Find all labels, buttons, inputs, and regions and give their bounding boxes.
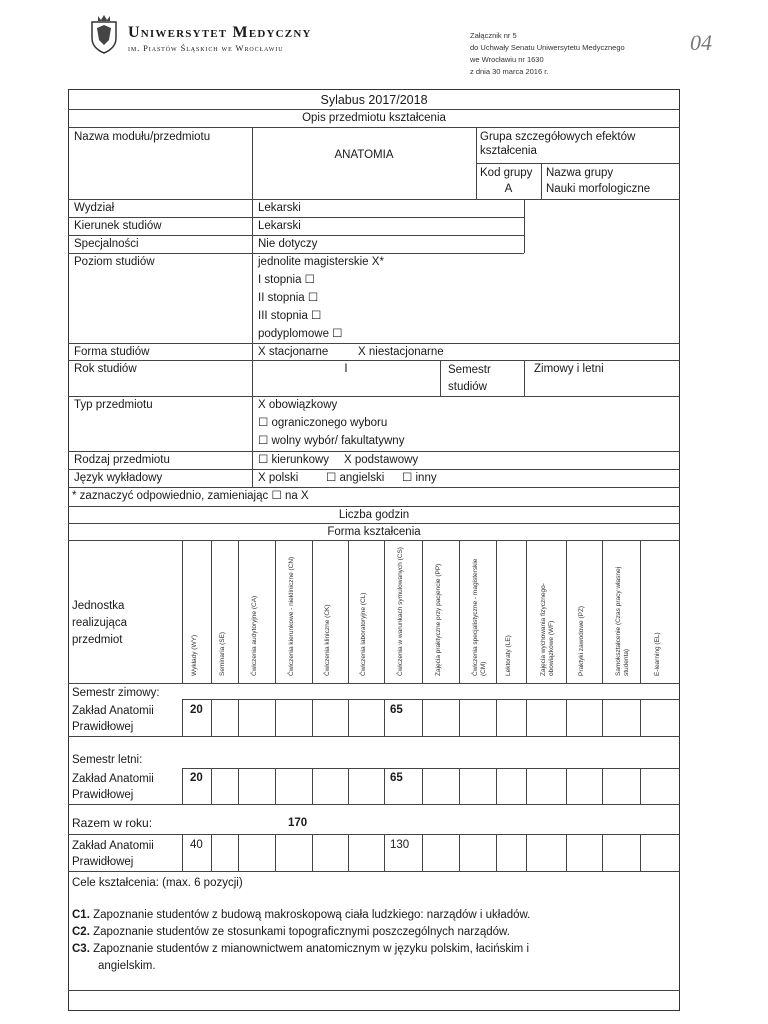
rule xyxy=(275,768,276,804)
rule xyxy=(68,523,680,524)
hours-column-header: Ćwiczenia laboratoryjne (CL) xyxy=(360,592,367,676)
rule xyxy=(238,699,239,736)
level-option: III stopnia ☐ xyxy=(258,310,322,322)
rule xyxy=(211,540,212,683)
attachment-note xyxy=(470,30,625,78)
rule xyxy=(348,699,349,736)
university-subtitle: im. Piastów Śląskich we Wrocławiu xyxy=(128,43,284,53)
rule xyxy=(496,768,497,804)
study-form-full-time: X stacjonarne xyxy=(258,346,329,358)
group-label: Grupa szczegółowych efektów kształcenia xyxy=(480,131,636,157)
rule xyxy=(459,834,460,871)
objectives-header xyxy=(72,876,632,891)
syllabus-subtitle: Opis przedmiotu kształcenia xyxy=(302,112,446,124)
rule xyxy=(459,699,460,736)
rule xyxy=(566,540,567,683)
module-value: ANATOMIA xyxy=(334,149,394,161)
rule xyxy=(384,540,385,683)
winter-lectures-hours: 20 xyxy=(190,704,203,716)
rule xyxy=(68,451,680,452)
hours-column-header: Praktyki zawodowe (PZ) xyxy=(578,605,585,676)
rule xyxy=(68,109,680,110)
attachment-line: we Wrocławiu nr 1630 xyxy=(470,55,544,64)
rule xyxy=(182,834,183,871)
rule xyxy=(602,834,603,871)
rule xyxy=(68,540,680,541)
rule xyxy=(526,540,527,683)
summer-unit: Zakład Anatomii Prawidłowej xyxy=(72,773,154,801)
rule xyxy=(275,540,276,683)
rule xyxy=(182,699,680,700)
rule xyxy=(211,699,212,736)
rule xyxy=(422,699,423,736)
total-label: Razem w roku: xyxy=(72,816,153,830)
level-option: I stopnia ☐ xyxy=(258,274,315,286)
winter-unit: Zakład Anatomii Prawidłowej xyxy=(72,705,154,733)
objective-item xyxy=(72,908,632,923)
hours-column-header: Lektoraty (LE) xyxy=(505,635,512,676)
group-name-label: Nazwa grupy xyxy=(546,167,614,179)
subject-kind-option: ☐ kierunkowy xyxy=(258,454,330,466)
level-option: II stopnia ☐ xyxy=(258,292,319,304)
rule xyxy=(348,540,349,683)
rule xyxy=(68,871,680,872)
rule xyxy=(459,540,460,683)
rule xyxy=(68,683,680,684)
rule xyxy=(68,343,680,344)
rule xyxy=(602,699,603,736)
rule xyxy=(275,699,276,736)
unit-header-label: Jednostka realizująca przedmiot xyxy=(72,600,127,646)
rule xyxy=(68,834,680,835)
level-option: podyplomowe ☐ xyxy=(258,328,343,340)
rule xyxy=(566,834,567,871)
rule xyxy=(640,834,641,871)
rule xyxy=(640,699,641,736)
rule xyxy=(640,768,641,804)
summer-semester-label: Semestr letni: xyxy=(72,754,143,766)
hours-column-header: Samokształcenie (Czas pracy własnej studenta) xyxy=(615,566,630,676)
objective-text: Zapoznanie studentów z mianownictwem anatomicznym w języku polskim, łacińskim i xyxy=(93,943,529,955)
rule xyxy=(68,396,680,397)
rule xyxy=(348,834,349,871)
rule xyxy=(182,540,183,683)
hours-column-header: Ćwiczenia kliniczne (CK) xyxy=(324,604,331,676)
rule xyxy=(384,768,385,804)
study-form-label: Forma studiów xyxy=(74,346,150,358)
rule xyxy=(384,699,385,736)
attachment-line: do Uchwały Senatu Uniwersytetu Medycznego xyxy=(470,43,625,52)
rule xyxy=(476,163,680,164)
rule xyxy=(526,768,527,804)
rule xyxy=(68,235,524,236)
rule xyxy=(496,540,497,683)
hours-column-header: Seminaria (SE) xyxy=(218,631,226,676)
attachment-line: Załącznik nr 5 xyxy=(470,31,517,40)
university-name: Uniwersytet Medyczny xyxy=(128,24,312,41)
field-label: Kierunek studiów xyxy=(74,220,162,232)
specialty-label: Specjalności xyxy=(74,238,139,250)
objectives-note: (max. 6 pozycji) xyxy=(162,877,243,889)
rule xyxy=(541,163,542,199)
hours-column-header: Ćwiczenia kierunkowe - niekliniczne (CN) xyxy=(287,556,295,676)
hours-column-header: E-learning (EL) xyxy=(654,632,661,676)
rule xyxy=(211,834,212,871)
hours-column-header: Wykłady (WY) xyxy=(190,634,198,676)
rule xyxy=(422,768,423,804)
rule xyxy=(182,768,680,769)
group-code-value: A xyxy=(504,183,513,195)
rule xyxy=(602,768,603,804)
rule xyxy=(312,540,313,683)
rule xyxy=(68,804,680,805)
summer-lectures-hours: 20 xyxy=(190,772,203,784)
rule xyxy=(252,127,253,199)
rule xyxy=(440,360,441,396)
rule xyxy=(566,699,567,736)
rule xyxy=(68,469,680,470)
rule xyxy=(68,736,680,737)
subject-type-option: ☐ ograniczonego wyboru xyxy=(258,417,388,429)
winter-semester-label: Semestr zimowy: xyxy=(72,687,160,699)
group-name-value: Nauki morfologiczne xyxy=(546,183,651,195)
rule xyxy=(602,540,603,683)
rule xyxy=(211,768,212,804)
rule xyxy=(68,127,680,128)
objective-code: C2. xyxy=(72,926,90,938)
syllabus-title: Sylabus 2017/2018 xyxy=(320,93,428,107)
language-option: X polski xyxy=(258,472,299,484)
hours-column-header: Zajęcia wychowania fizycznego-obowiązkowe (WF) xyxy=(540,583,555,676)
semester-label: Semestr studiów xyxy=(448,364,491,393)
rule xyxy=(312,768,313,804)
language-label: Język wykładowy xyxy=(74,472,163,484)
year-simulation-hours: 130 xyxy=(390,839,410,851)
specialty-value: Nie dotyczy xyxy=(258,238,318,250)
rule xyxy=(275,834,276,871)
handwritten-page-number: 04 xyxy=(690,30,712,55)
hours-column-header: Ćwiczenia w warunkach symulowanych (CS) xyxy=(397,547,404,676)
subject-kind-label: Rodzaj przedmiotu xyxy=(74,454,170,466)
rule xyxy=(68,506,680,507)
hours-column-header: Ćwiczenia specjalistyczne - magisterskie (CM) xyxy=(471,558,487,676)
rule xyxy=(526,834,527,871)
university-crest-logo xyxy=(88,14,120,54)
objective-item xyxy=(72,942,632,957)
rule xyxy=(68,990,680,991)
objectives-label: Cele kształcenia: xyxy=(72,877,159,889)
legend-note: * zaznaczyć odpowiednio, zamieniając ☐ na X xyxy=(72,490,309,502)
level-option: jednolite magisterskie X* xyxy=(258,256,384,268)
objective-code: C1. xyxy=(72,909,90,921)
hours-title: Liczba godzin xyxy=(338,509,410,521)
rule xyxy=(348,768,349,804)
rule xyxy=(68,217,524,218)
rule xyxy=(566,768,567,804)
module-label: Nazwa modułu/przedmiotu xyxy=(74,131,211,143)
objective-text: Zapoznanie studentów z budową makroskopową ciała ludzkiego: narządów i układów. xyxy=(93,909,531,921)
language-option: ☐ inny xyxy=(402,472,437,484)
subject-type-label: Typ przedmiotu xyxy=(74,399,153,411)
objective-code: C3. xyxy=(72,943,90,955)
rule xyxy=(182,699,183,736)
year-value: I xyxy=(344,363,348,375)
rule xyxy=(312,699,313,736)
summer-simulation-hours: 65 xyxy=(390,772,403,784)
year-lectures-hours: 40 xyxy=(190,839,203,851)
objective-item xyxy=(72,925,632,940)
year-label: Rok studiów xyxy=(74,363,137,375)
winter-simulation-hours: 65 xyxy=(390,704,403,716)
rule xyxy=(68,253,524,254)
rule xyxy=(524,360,525,396)
field-value: Lekarski xyxy=(258,220,301,232)
subject-type-option: X obowiązkowy xyxy=(258,399,338,411)
semester-value: Zimowy i letni xyxy=(534,363,604,375)
language-option: ☐ angielski xyxy=(326,472,385,484)
objective-text: Zapoznanie studentów ze stosunkami topograficznymi poszczególnych narządów. xyxy=(93,926,510,938)
attachment-line: z dnia 30 marca 2016 r. xyxy=(470,67,549,76)
study-form-part-time: X niestacjonarne xyxy=(358,346,444,358)
rule xyxy=(238,540,239,683)
group-code-label: Kod grupy xyxy=(480,167,533,179)
level-label: Poziom studiów xyxy=(74,256,155,268)
total-value: 170 xyxy=(288,817,308,829)
rule xyxy=(312,834,313,871)
rule xyxy=(422,540,423,683)
rule xyxy=(384,834,385,871)
subject-type-option: ☐ wolny wybór/ fakultatywny xyxy=(258,435,405,447)
subject-kind-option: X podstawowy xyxy=(344,454,419,466)
rule xyxy=(238,768,239,804)
objective-continuation: angielskim. xyxy=(98,960,156,972)
rule xyxy=(640,540,641,683)
hours-column-header: Ćwiczenia audytoryjne (CA) xyxy=(250,595,258,676)
faculty-value: Lekarski xyxy=(258,202,301,214)
rule xyxy=(238,834,239,871)
faculty-label: Wydział xyxy=(74,202,115,214)
rule xyxy=(68,487,680,488)
rule xyxy=(496,699,497,736)
forms-title: Forma kształcenia xyxy=(327,526,421,538)
rule xyxy=(68,199,680,200)
rule xyxy=(252,199,253,487)
rule xyxy=(182,768,183,804)
rule xyxy=(68,360,680,361)
hours-column-header: Zajęcia praktyczne przy pacjencie (PP) xyxy=(434,563,442,676)
rule xyxy=(496,834,497,871)
rule xyxy=(526,699,527,736)
rule xyxy=(459,768,460,804)
rule xyxy=(422,834,423,871)
year-unit: Zakład Anatomii Prawidłowej xyxy=(72,840,154,868)
rule xyxy=(524,199,525,253)
